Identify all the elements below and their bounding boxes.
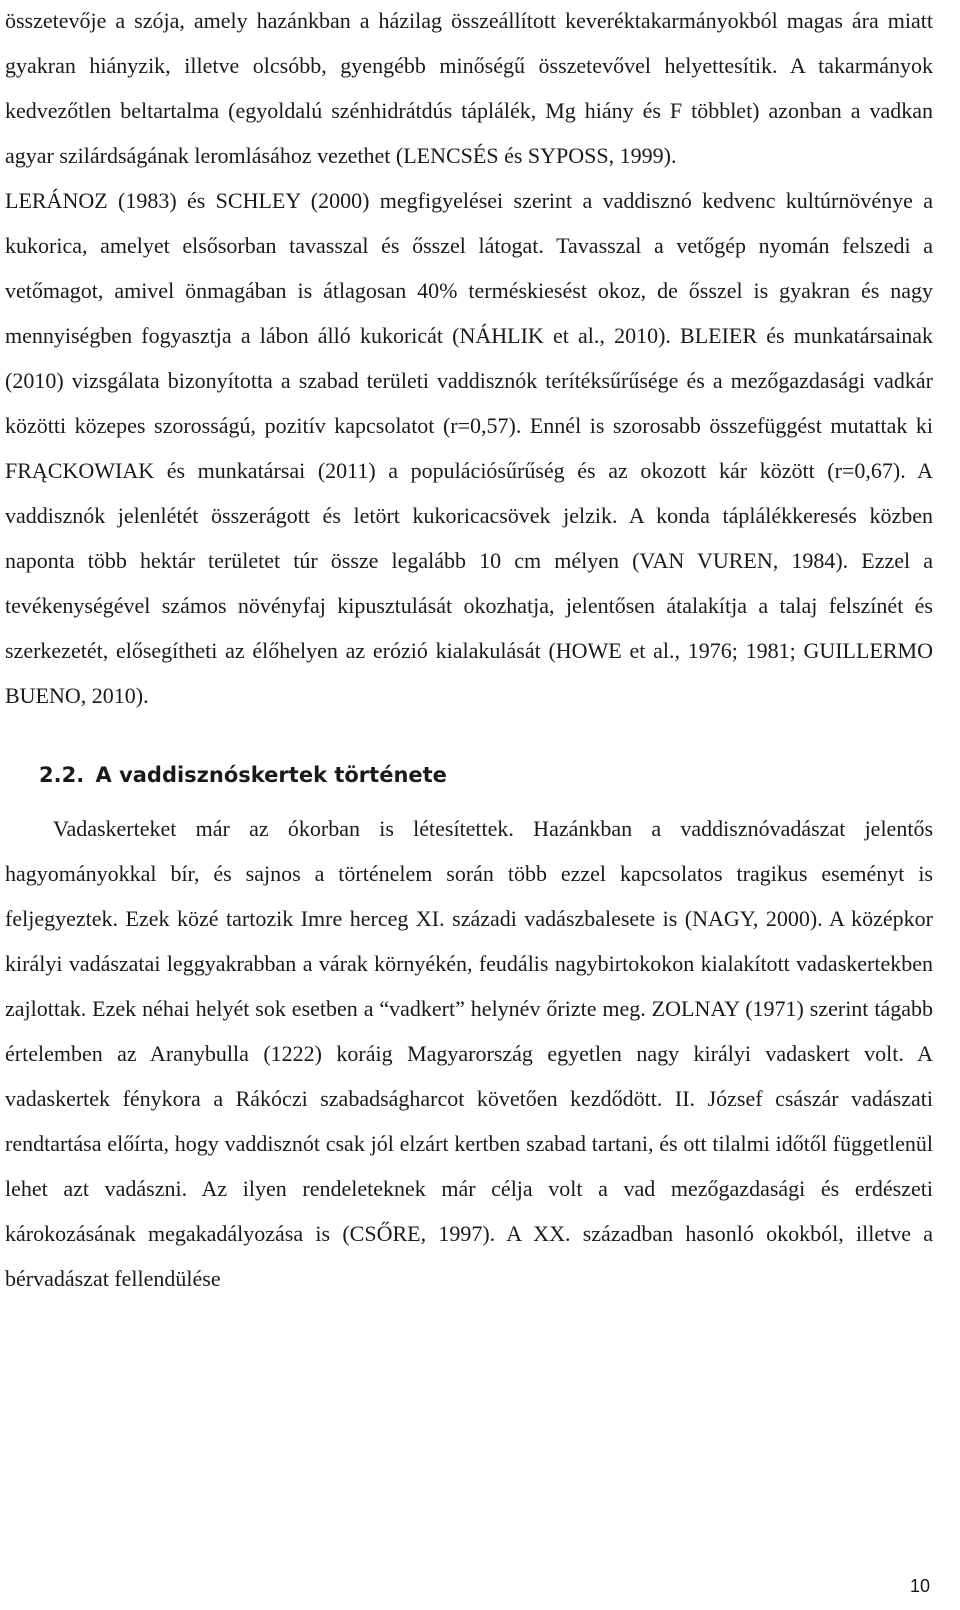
section-number: 2.2. [39,763,85,787]
section-heading [5,760,933,790]
paragraph-history: Vadaskerteket már az ókorban is létesítettek. Hazánkban a vaddisznóvadászat jelentős hagyományokkal bír, és sajnos a történelem során több ezzel kapcsolatos tragikus eseményt is feljegyeztek. Ezek közé tartozik Imre herceg XI. századi vadászbalesete is (NAGY, 2000). A középkor királyi vadászatai leggyakrabban a várak környékén, feudális nagybirtokokon kialakított vadaskertekben zajlottak. Ezek néhai helyét sok esetben a “vadkert” helynév őrizte meg. ZOLNAY (1971) szerint tágabb értelemben az Aranybulla (1222) koráig Magyarország egyetlen nagy királyi vadaskert volt. A vadaskertek fénykora a Rákóczi szabadságharcot követően kezdődött. II. József császár vadászati rendtartása előírta, hogy vaddisznót csak jól elzárt kertben szabad tartani, és ott tilalmi időtől függetlenül lehet azt vadászni. Az ilyen rendeleteknek már célja volt a vad mezőgazdasági és erdészeti károkozásának megakadályozása is (CSŐRE, 1997). A XX. században hasonló okokból, illetve a bérvadászat fellendülése [5,816,933,1291]
page-number: 10 [909,1576,930,1596]
paragraph-feed-quality: összetevője a szója, amely hazánkban a házilag összeállított keveréktakarmányokból magas ára miatt gyakran hiányzik, illetve olcsóbb, gyengébb minőségű összetevővel helyettesítik. A takarmányok kedvezőtlen beltartalma (egyoldalú szénhidrátdús táplálék, Mg hiány és F többlet) azonban a vadkan agyar szilárdságának leromlásához vezethet (LENCSÉS és SYPOSS, 1999). [5,8,933,168]
paragraph-maize-damage: LERÁNOZ (1983) és SCHLEY (2000) megfigyelései szerint a vaddisznó kedvenc kultúrnövénye a kukorica, amelyet elsősorban tavasszal és ősszel látogat. Tavasszal a vetőgép nyomán felszedi a vetőmagot, amivel önmagában is átlagosan 40% terméskiesést okoz, de ősszel is gyakran és nagy mennyiségben fogyasztja a lábon álló kukoricát (NÁHLIK et al., 2010). BLEIER és munkatársainak (2010) vizsgálata bizonyította a szabad területi vaddisznók terítéksűrűsége és a mezőgazdasági vadkár közötti közepes szorosságú, pozitív kapcsolatot (r=0,57). Ennél is szorosabb összefüggést mutattak ki FRĄCKOWIAK és munkatársai (2011) a populációsűrűség és az okozott kár között (r=0,67). A vaddisznók jelenlétét összerágott és letört kukoricacsövek jelzik. A konda táplálékkeresés közben naponta több hektár területet túr össze legalább 10 cm mélyen (VAN VUREN, 1984). Ezzel a tevékenységével számos növényfaj kipusztulását okozhatja, jelentősen átalakítja a talaj felszínét és szerkezetét, elősegítheti az élőhelyen az erózió kialakulását (HOWE et al., 1976; 1981; GUILLERMO BUENO, 2010). [5,188,933,708]
section-title: A vaddisznóskertek története [95,763,447,787]
document-page [5,0,933,1301]
